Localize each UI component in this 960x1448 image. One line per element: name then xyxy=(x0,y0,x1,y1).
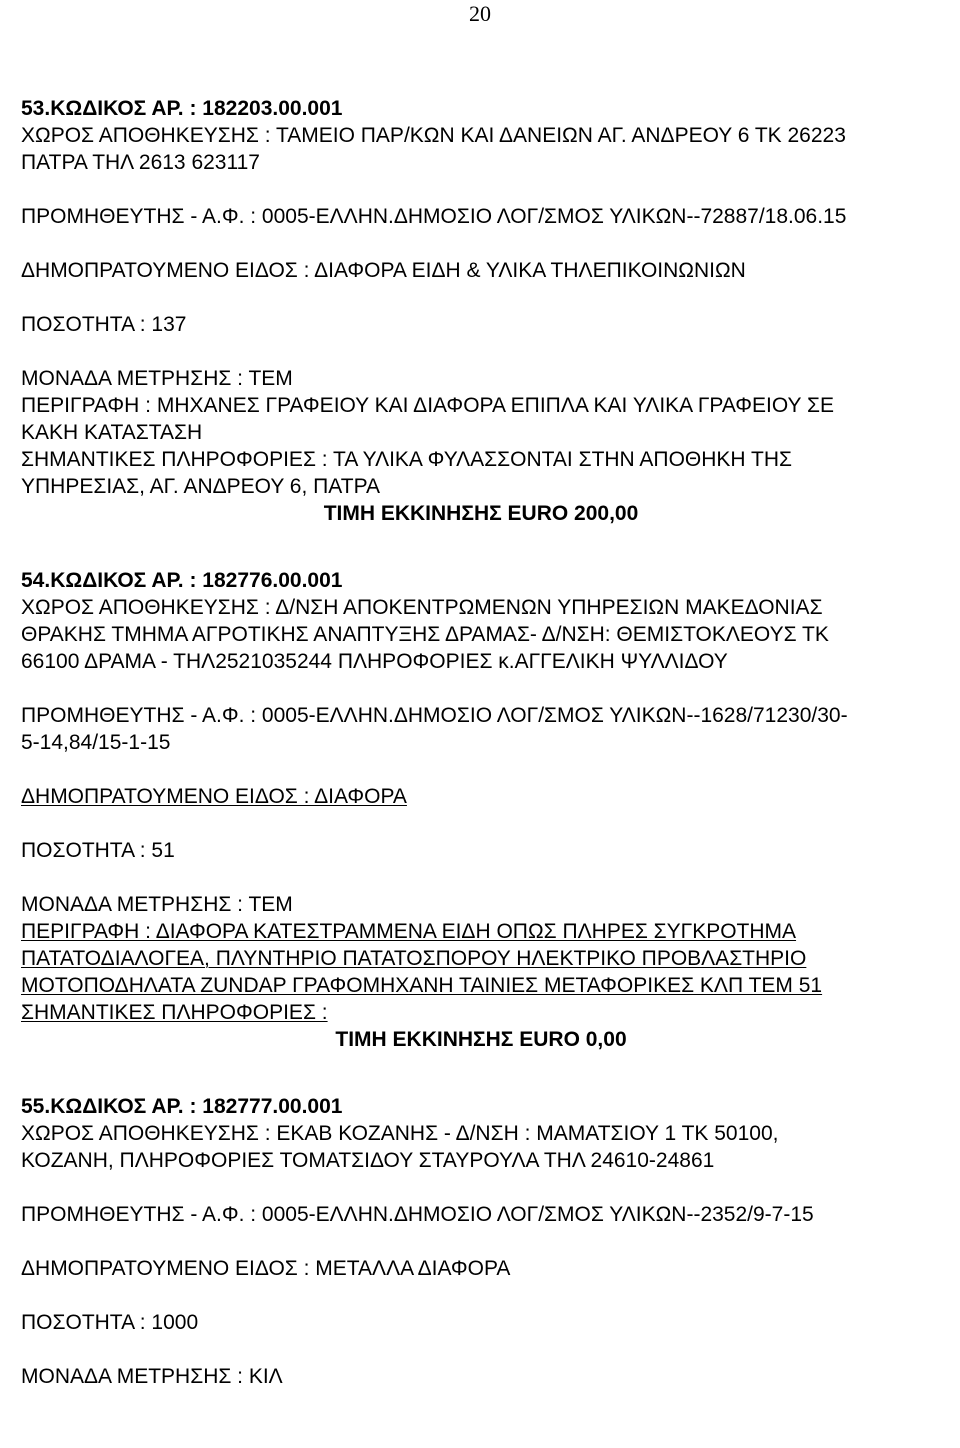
unit-line: ΜΟΝΑΔΑ ΜΕΤΡΗΣΗΣ : ΤΕΜ xyxy=(21,893,293,916)
record-54 xyxy=(21,567,941,1053)
storage-line: ΘΡΑΚΗΣ ΤΜΗΜΑ ΑΓΡΟΤΙΚΗΣ ΑΝΑΠΤΥΞΗΣ ΔΡΑΜΑΣ- Δ/ΝΣΗ: ΘΕΜΙΣΤΟΚΛΕΟΥΣ ΤΚ xyxy=(21,623,829,646)
record-55 xyxy=(21,1093,941,1390)
storage-line: 66100 ΔΡΑΜΑ - ΤΗΛ2521035244 ΠΛΗΡΟΦΟΡΙΕΣ κ.ΑΓΓΕΛΙΚΗ ΨΥΛΛΙΔΟΥ xyxy=(21,650,728,673)
record-heading: 54.ΚΩΔΙΚΟΣ ΑΡ. : 182776.00.001 xyxy=(21,569,343,592)
starting-price: ΤΙΜΗ ΕΚΚΙΝΗΣΗΣ EURO 200,00 xyxy=(323,502,639,525)
supplier-line: ΠΡΟΜΗΘΕΥΤΗΣ - Α.Φ. : 0005-ΕΛΛΗΝ.ΔΗΜΟΣΙΟ ΛΟΓ/ΣΜΟΣ ΥΛΙΚΩΝ--1628/71230/30- xyxy=(21,704,848,727)
description-line: ΠΕΡΙΓΡΑΦΗ : ΔΙΑΦΟΡΑ ΚΑΤΕΣΤΡΑΜΜΕΝΑ ΕΙΔΗ ΟΠΩΣ ΠΛΗΡΕΣ ΣΥΓΚΡΟΤΗΜΑ xyxy=(21,920,797,943)
item-line: ΔΗΜΟΠΡΑΤΟΥΜΕΝΟ ΕΙΔΟΣ : ΔΙΑΦΟΡΑ ΕΙΔΗ & ΥΛΙΚΑ ΤΗΛΕΠΙΚΟΙΝΩΝΙΩΝ xyxy=(21,259,746,282)
document-body xyxy=(21,95,941,1390)
item-line: ΔΗΜΟΠΡΑΤΟΥΜΕΝΟ ΕΙΔΟΣ : ΔΙΑΦΟΡΑ xyxy=(21,785,407,808)
description-line: ΜΟΤΟΠΟΔΗΛΑΤΑ ZUNDAP ΓΡΑΦΟΜΗΧΑΝΗ ΤΑΙΝΙΕΣ ΜΕΤΑΦΟΡΙΚΕΣ ΚΛΠ ΤΕΜ 51 xyxy=(21,974,823,997)
storage-line: ΧΩΡΟΣ ΑΠΟΘΗΚΕΥΣΗΣ : Δ/ΝΣΗ ΑΠΟΚΕΝΤΡΩΜΕΝΩΝ ΥΠΗΡΕΣΙΩΝ ΜΑΚΕΔΟΝΙΑΣ xyxy=(21,596,823,619)
quantity-line: ΠΟΣΟΤΗΤΑ : 1000 xyxy=(21,1311,199,1334)
item-line: ΔΗΜΟΠΡΑΤΟΥΜΕΝΟ ΕΙΔΟΣ : ΜΕΤΑΛΛΑ ΔΙΑΦΟΡΑ xyxy=(21,1257,511,1280)
description-line: ΠΕΡΙΓΡΑΦΗ : ΜΗΧΑΝΕΣ ΓΡΑΦΕΙΟΥ ΚΑΙ ΔΙΑΦΟΡΑ ΕΠΙΠΛΑ ΚΑΙ ΥΛΙΚΑ ΓΡΑΦΕΙΟΥ ΣΕ xyxy=(21,394,834,417)
supplier-line: ΠΡΟΜΗΘΕΥΤΗΣ - Α.Φ. : 0005-ΕΛΛΗΝ.ΔΗΜΟΣΙΟ ΛΟΓ/ΣΜΟΣ ΥΛΙΚΩΝ--2352/9-7-15 xyxy=(21,1203,814,1226)
page-number: 20 xyxy=(469,1,491,26)
quantity-line: ΠΟΣΟΤΗΤΑ : 51 xyxy=(21,839,175,862)
info-line: ΥΠΗΡΕΣΙΑΣ, ΑΓ. ΑΝΔΡΕΟΥ 6, ΠΑΤΡΑ xyxy=(21,475,381,498)
supplier-line: ΠΡΟΜΗΘΕΥΤΗΣ - Α.Φ. : 0005-ΕΛΛΗΝ.ΔΗΜΟΣΙΟ ΛΟΓ/ΣΜΟΣ ΥΛΙΚΩΝ--72887/18.06.15 xyxy=(21,205,847,228)
storage-line: ΧΩΡΟΣ ΑΠΟΘΗΚΕΥΣΗΣ : ΕΚΑΒ ΚΟΖΑΝΗΣ - Δ/ΝΣΗ : ΜΑΜΑΤΣΙΟΥ 1 ΤΚ 50100, xyxy=(21,1122,779,1145)
record-heading: 53.ΚΩΔΙΚΟΣ ΑΡ. : 182203.00.001 xyxy=(21,97,343,120)
quantity-line: ΠΟΣΟΤΗΤΑ : 137 xyxy=(21,313,187,336)
unit-line: ΜΟΝΑΔΑ ΜΕΤΡΗΣΗΣ : ΤΕΜ xyxy=(21,367,293,390)
starting-price: ΤΙΜΗ ΕΚΚΙΝΗΣΗΣ EURO 0,00 xyxy=(335,1028,627,1051)
storage-line: ΚΟΖΑΝΗ, ΠΛΗΡΟΦΟΡΙΕΣ ΤΟΜΑΤΣΙΔΟΥ ΣΤΑΥΡΟΥΛΑ ΤΗΛ 24610-24861 xyxy=(21,1149,715,1172)
info-line: ΣΗΜΑΝΤΙΚΕΣ ΠΛΗΡΟΦΟΡΙΕΣ : xyxy=(21,1001,328,1024)
record-53 xyxy=(21,95,941,527)
record-heading: 55.ΚΩΔΙΚΟΣ ΑΡ. : 182777.00.001 xyxy=(21,1095,343,1118)
info-line: ΣΗΜΑΝΤΙΚΕΣ ΠΛΗΡΟΦΟΡΙΕΣ : ΤΑ ΥΛΙΚΑ ΦΥΛΑΣΣΟΝΤΑΙ ΣΤΗΝ ΑΠΟΘΗΚΗ ΤΗΣ xyxy=(21,448,793,471)
storage-line: ΧΩΡΟΣ ΑΠΟΘΗΚΕΥΣΗΣ : ΤΑΜΕΙΟ ΠΑΡ/ΚΩΝ ΚΑΙ ΔΑΝΕΙΩΝ ΑΓ. ΑΝΔΡΕΟΥ 6 ΤΚ 26223 xyxy=(21,124,846,147)
unit-line: ΜΟΝΑΔΑ ΜΕΤΡΗΣΗΣ : ΚΙΛ xyxy=(21,1365,283,1388)
supplier-line: 5-14,84/15-1-15 xyxy=(21,731,171,754)
storage-line: ΠΑΤΡΑ ΤΗΛ 2613 623117 xyxy=(21,151,260,174)
description-line: ΠΑΤΑΤΟΔΙΑΛΟΓΕΑ, ΠΛΥΝΤΗΡΙΟ ΠΑΤΑΤΟΣΠΟΡΟΥ ΗΛΕΚΤΡΙΚΟ ΠΡΟΒΛΑΣΤΗΡΙΟ xyxy=(21,947,807,970)
description-line: ΚΑΚΗ ΚΑΤΑΣΤΑΣΗ xyxy=(21,421,203,444)
